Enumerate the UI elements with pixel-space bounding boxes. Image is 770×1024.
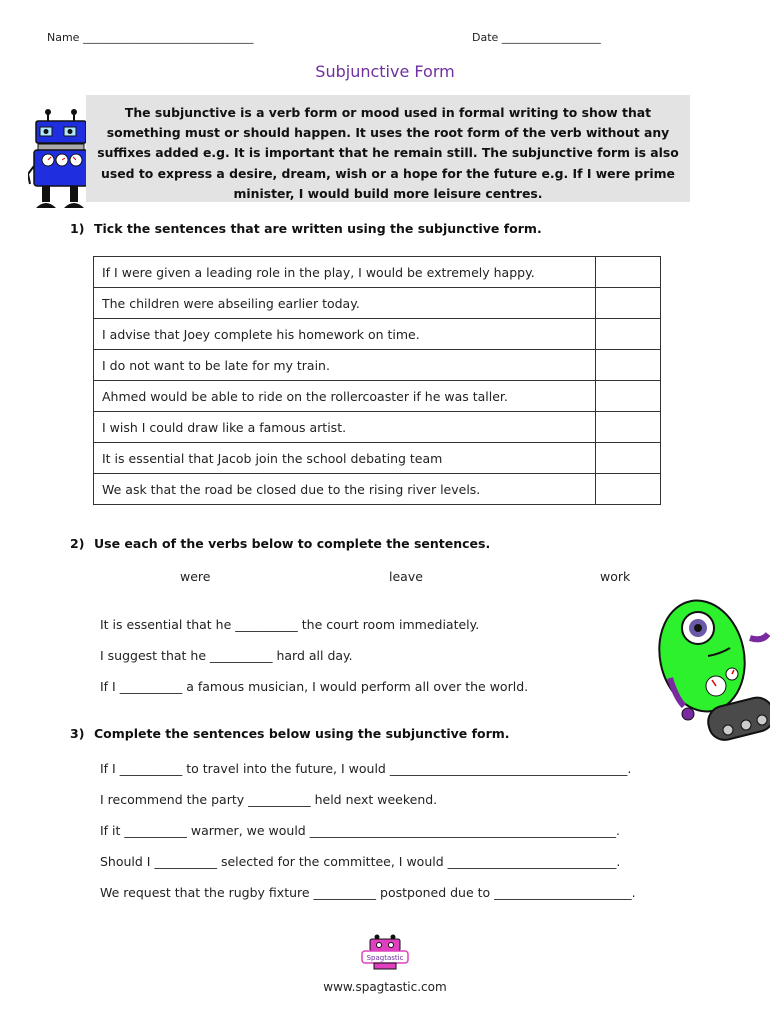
sentence-cell: It is essential that Jacob join the school debating team: [94, 443, 596, 474]
tick-box[interactable]: [596, 474, 661, 505]
sentence-cell: I wish I could draw like a famous artist.: [94, 412, 596, 443]
page-title: Subjunctive Form: [315, 62, 455, 81]
footer-url[interactable]: www.spagtastic.com: [323, 980, 447, 994]
tick-table: [93, 256, 661, 505]
svg-text:Spagtastic: Spagtastic: [366, 954, 404, 962]
question-2-number: 2): [70, 536, 85, 551]
sentence-cell: We ask that the road be closed due to the rising river levels.: [94, 474, 596, 505]
q3-sentence: We request that the rugby fixture __________ postponed due to ______________________.: [100, 885, 636, 900]
q3-sentence: Should I __________ selected for the committee, I would ___________________________.: [100, 854, 621, 869]
definition-box: [86, 95, 690, 202]
table-row: [94, 350, 661, 381]
question-2-instruction: Use each of the verbs below to complete the sentences.: [94, 536, 491, 551]
question-3-number: 3): [70, 726, 85, 741]
q2-sentence: If I __________ a famous musician, I would perform all over the world.: [100, 679, 529, 694]
green-robot-icon: [650, 598, 770, 754]
date-field-label: Date __________________: [472, 31, 601, 44]
tick-box[interactable]: [596, 412, 661, 443]
q3-sentence: If it __________ warmer, we would _________________________________________________.: [100, 823, 620, 838]
sentence-cell: If I were given a leading role in the play, I would be extremely happy.: [94, 257, 596, 288]
sentence-cell: I advise that Joey complete his homework on time.: [94, 319, 596, 350]
question-3-heading: [70, 726, 510, 741]
table-row: [94, 443, 661, 474]
tick-box[interactable]: [596, 319, 661, 350]
verb-option: leave: [389, 569, 423, 584]
table-row: [94, 319, 661, 350]
sentence-cell: Ahmed would be able to ride on the rollercoaster if he was taller.: [94, 381, 596, 412]
q3-sentence: If I __________ to travel into the future, I would ______________________________________.: [100, 761, 632, 776]
question-3-instruction: Complete the sentences below using the subjunctive form.: [94, 726, 510, 741]
definition-text: The subjunctive is a verb form or mood used in formal writing to show that something must or should happen. It uses the root form of the verb without any suffixes added e.g. It is important that he remain still. The subjunctive form is also used to express a desire, dream, wish or a hope for the future e.g. If I were prime minister, I would build more leisure centres.: [97, 105, 679, 201]
table-row: [94, 257, 661, 288]
tick-box[interactable]: [596, 381, 661, 412]
tick-box[interactable]: [596, 257, 661, 288]
verb-option: were: [180, 569, 211, 584]
table-row: [94, 412, 661, 443]
table-row: [94, 474, 661, 505]
q2-sentence: I suggest that he __________ hard all day.: [100, 648, 353, 663]
tick-box[interactable]: [596, 443, 661, 474]
question-2-heading: [70, 536, 490, 551]
question-1-number: 1): [70, 221, 85, 236]
sentence-cell: I do not want to be late for my train.: [94, 350, 596, 381]
question-1-instruction: Tick the sentences that are written using the subjunctive form.: [94, 221, 542, 236]
name-field-label: Name _______________________________: [47, 31, 254, 44]
q2-sentence: It is essential that he __________ the court room immediately.: [100, 617, 480, 632]
tick-box[interactable]: [596, 350, 661, 381]
spagtastic-logo: [360, 933, 410, 973]
table-row: [94, 381, 661, 412]
sentence-cell: The children were abseiling earlier today.: [94, 288, 596, 319]
tick-box[interactable]: [596, 288, 661, 319]
q3-sentence: I recommend the party __________ held next weekend.: [100, 792, 438, 807]
verb-option: work: [600, 569, 631, 584]
question-1-heading: [70, 221, 542, 236]
table-row: [94, 288, 661, 319]
